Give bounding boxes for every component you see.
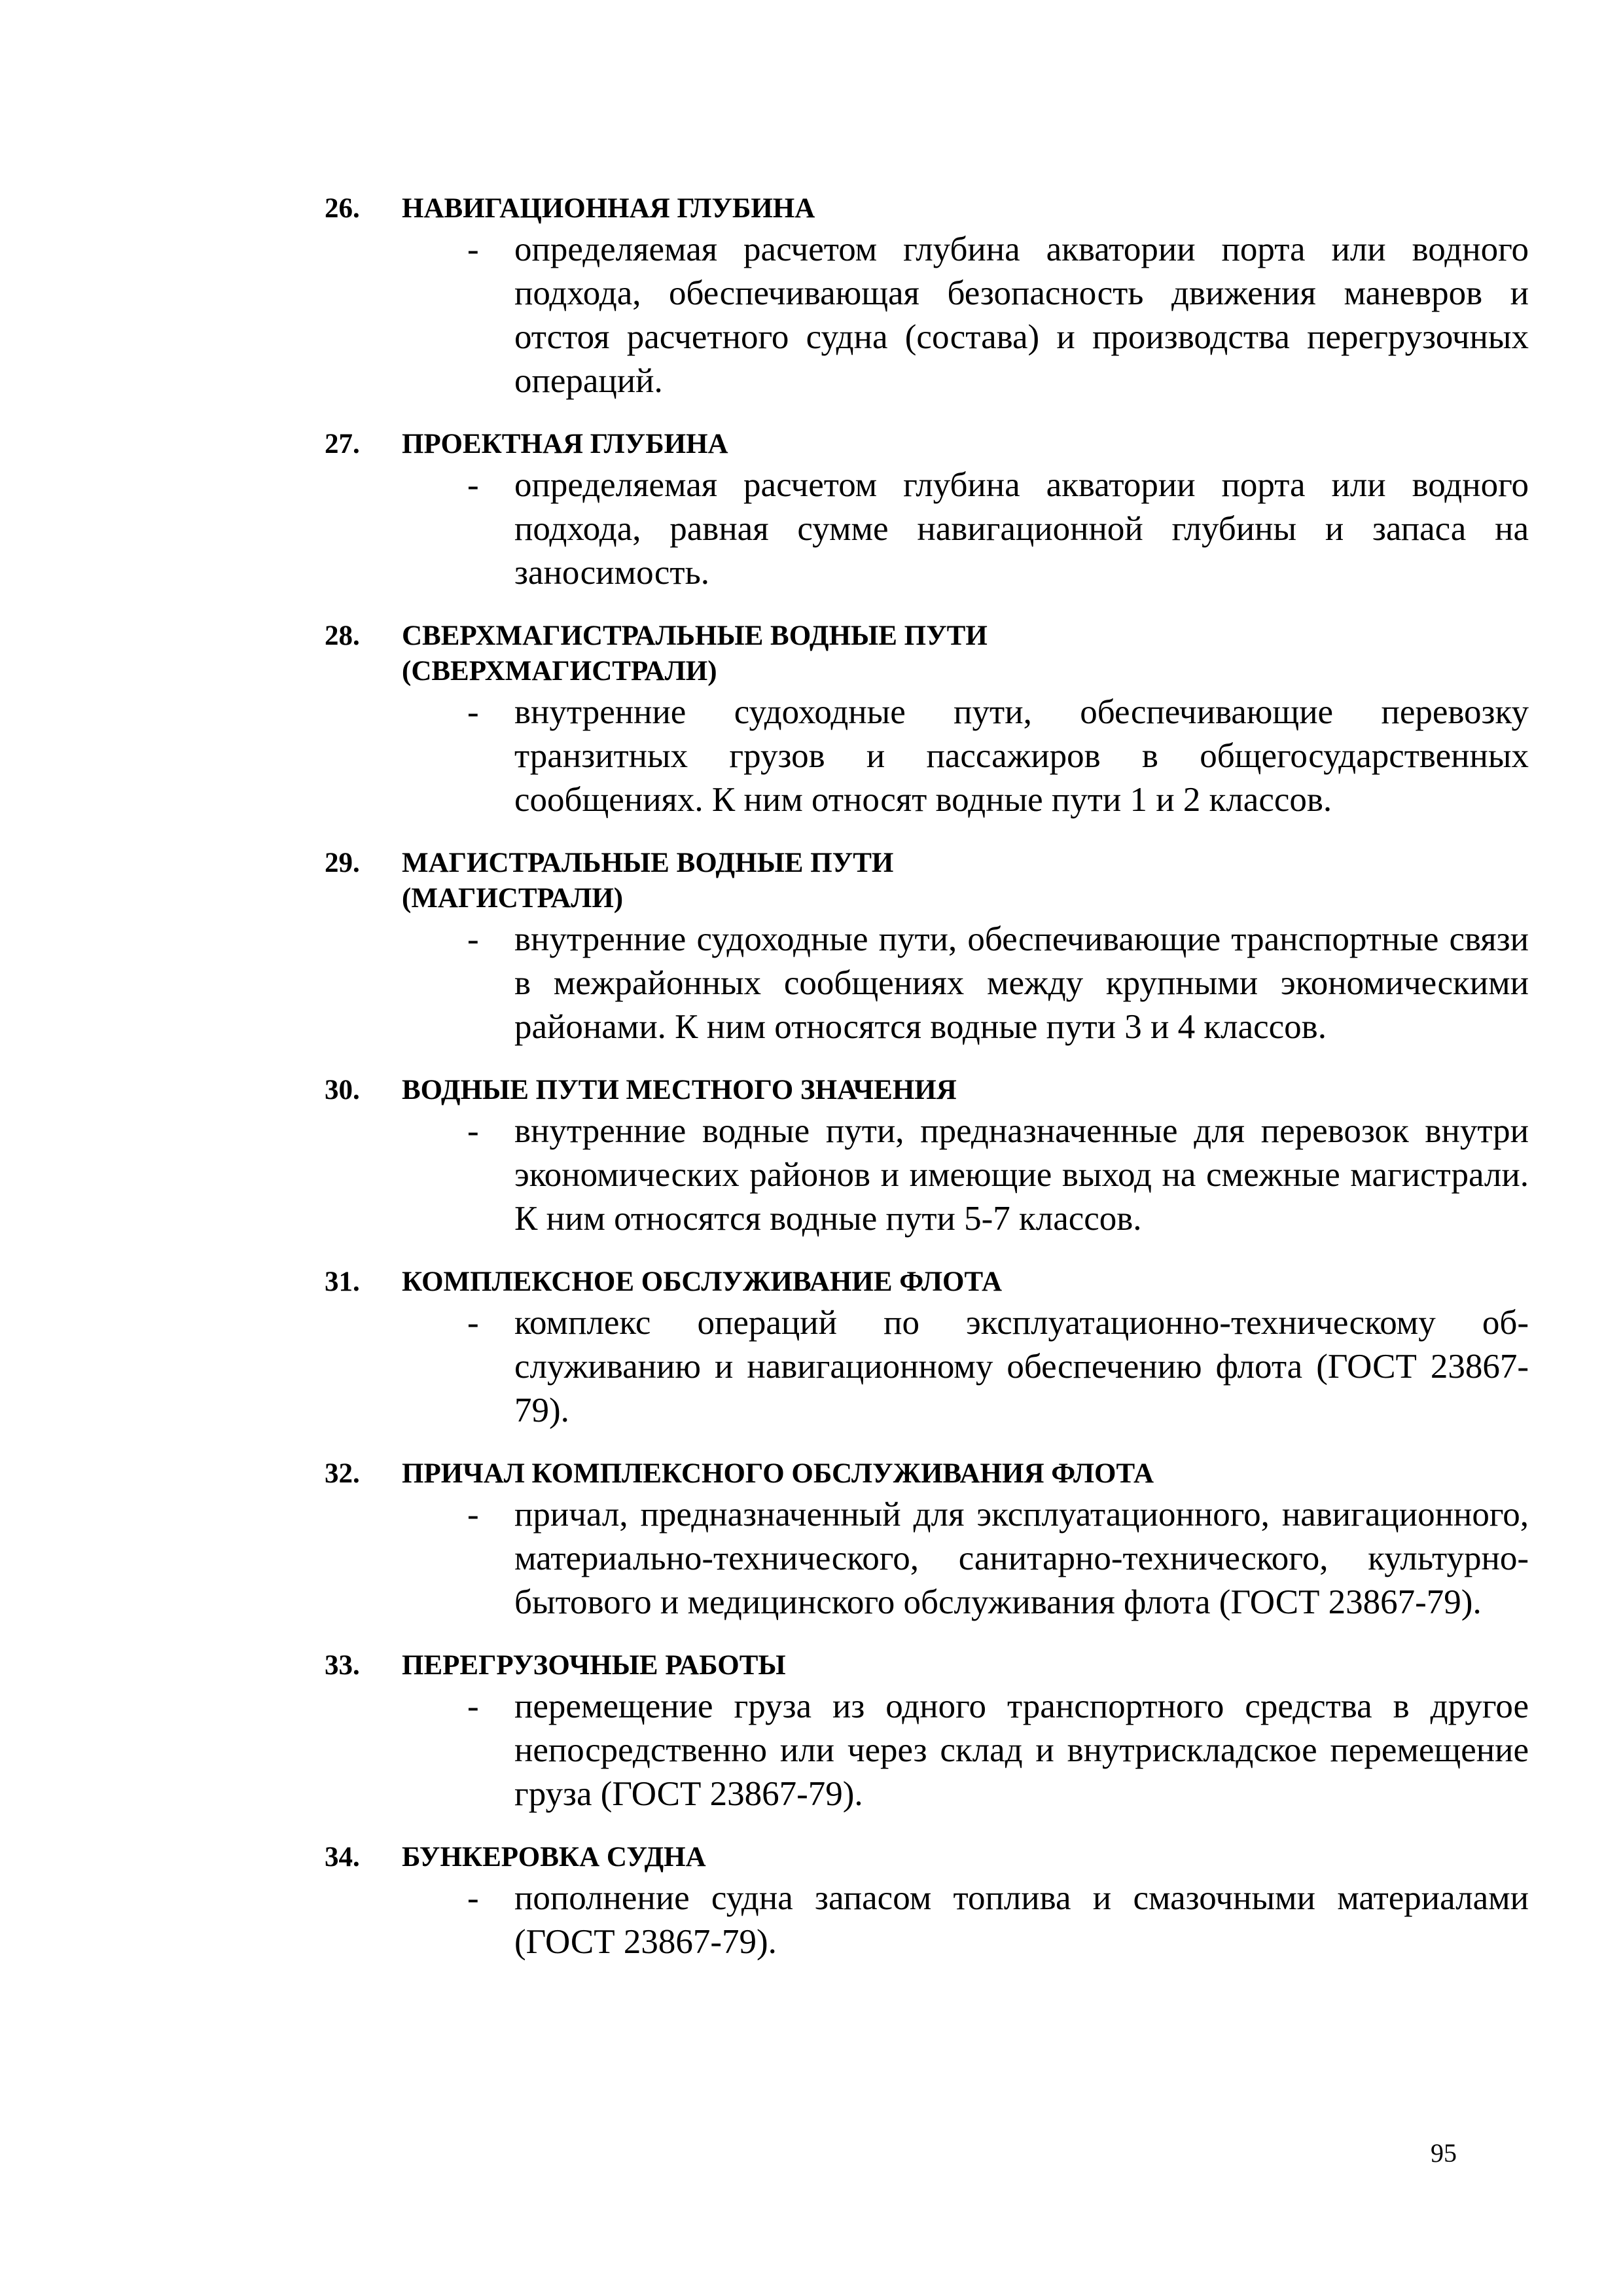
entry-term: БУНКЕРОВКА СУДНА: [402, 1842, 706, 1873]
definition-dash: -: [467, 1496, 479, 1534]
entry-heading: [325, 1840, 1529, 1875]
definition-dash: -: [467, 466, 479, 504]
entry-number: 33.: [325, 1650, 360, 1681]
definition-dash: -: [467, 1879, 479, 1917]
definition-dash: -: [467, 1112, 479, 1150]
entry-term: ПРИЧАЛ КОМПЛЕКСНОГО ОБСЛУЖИВАНИЯ ФЛОТА: [402, 1458, 1154, 1489]
definition-dash: -: [467, 230, 479, 268]
definition-text: перемещение груза из одного транспортного средства в другое непосредственно или через склад и внутрискладское перемещение груза (ГОСТ 23867-79).: [514, 1687, 1529, 1813]
entry-term: ПРОЕКТНАЯ ГЛУБИНА: [402, 429, 728, 459]
entry-heading: [325, 1648, 1529, 1683]
definition-text: определяемая расчетом глубина акватории порта или водного подхода, равная сумме навигационной глубины и запаса на заносимость.: [514, 466, 1529, 592]
entry-heading: [325, 427, 1529, 462]
entry-number: 31.: [325, 1266, 360, 1297]
definition-dash: -: [467, 693, 479, 731]
entry-number: 32.: [325, 1458, 360, 1489]
entry-definition: [467, 1876, 1529, 1964]
entry-number: 26.: [325, 193, 360, 224]
glossary-entry: [325, 191, 1529, 403]
entry-term: КОМПЛЕКСНОЕ ОБСЛУЖИВАНИЕ ФЛОТА: [402, 1266, 1003, 1297]
entry-definition: [467, 1685, 1529, 1816]
entry-heading: [325, 191, 1529, 226]
entry-term: ВОДНЫЕ ПУТИ МЕСТНОГО ЗНАЧЕНИЯ: [402, 1075, 957, 1105]
entry-term: НАВИГАЦИОННАЯ ГЛУБИНА: [402, 193, 815, 224]
definition-text: внутренние судоходные пути, обеспечивающие транспортные связи в межрайонных сообщениях между крупными экономическими районами. К ним относятся водные пути 3 и 4 классов.: [514, 920, 1529, 1046]
entry-number: 34.: [325, 1842, 360, 1873]
entry-heading: [325, 1456, 1529, 1492]
entry-definition: [467, 691, 1529, 822]
definition-text: внутренние водные пути, предназначенные для перевозок внутри экономических районов и имеющие выход на смежные магистрали. К ним относятся водные пути 5-7 классов.: [514, 1112, 1529, 1238]
entry-number: 28.: [325, 620, 360, 651]
entry-term: МАГИСТРАЛЬНЫЕ ВОДНЫЕ ПУТИ (МАГИСТРАЛИ): [402, 848, 894, 914]
entry-number: 30.: [325, 1075, 360, 1105]
definition-text: внутренние судоходные пути, обеспечивающие перевозку транзитных грузов и пассажиров в общегосударственных сообщениях. К ним относят водные пути 1 и 2 классов.: [514, 693, 1529, 819]
entry-heading: [325, 1073, 1529, 1108]
entry-number: 29.: [325, 848, 360, 878]
glossary-entry: [325, 1840, 1529, 1964]
definition-dash: -: [467, 1304, 479, 1342]
glossary-entry: [325, 1456, 1529, 1624]
entry-heading: [325, 846, 1529, 916]
entry-number: 27.: [325, 429, 360, 459]
glossary-entry: [325, 1073, 1529, 1241]
entry-definition: [467, 463, 1529, 595]
glossary-entries: [325, 191, 1529, 1988]
entry-definition: [467, 918, 1529, 1049]
definition-dash: -: [467, 920, 479, 958]
entry-definition: [467, 1493, 1529, 1624]
page-number: 95: [1431, 2138, 1457, 2168]
glossary-entry: [325, 1648, 1529, 1816]
definition-text: определяемая расчетом глубина акватории порта или водного подхода, обеспечивающая безопасность движения маневров и отстоя расчетного судна (состава) и производства перегрузочных операций.: [514, 230, 1529, 400]
definition-text: пополнение судна запасом топлива и смазочными материалами (ГОСТ 23867-79).: [514, 1879, 1529, 1961]
definition-text: комплекс операций по эксплуатационно-техническому обслуживанию и навигационному обеспечению флота (ГОСТ 23867-79).: [514, 1304, 1529, 1429]
entry-definition: [467, 1301, 1529, 1433]
glossary-entry: [325, 427, 1529, 595]
definition-dash: -: [467, 1687, 479, 1725]
entry-heading: [325, 619, 1529, 689]
entry-heading: [325, 1265, 1529, 1300]
entry-definition: [467, 1109, 1529, 1241]
entry-term: СВЕРХМАГИСТРАЛЬНЫЕ ВОДНЫЕ ПУТИ (СВЕРХМАГИСТРАЛИ): [402, 620, 988, 687]
glossary-entry: [325, 846, 1529, 1049]
glossary-entry: [325, 619, 1529, 822]
entry-definition: [467, 228, 1529, 403]
definition-text: причал, предназначенный для эксплуатационного, навигационного, материально-технического, санитарно-технического, культурно-бытового и медицинского обслуживания флота (ГОСТ 23867-79).: [514, 1496, 1529, 1621]
entry-term: ПЕРЕГРУЗОЧНЫЕ РАБОТЫ: [402, 1650, 786, 1681]
glossary-entry: [325, 1265, 1529, 1433]
